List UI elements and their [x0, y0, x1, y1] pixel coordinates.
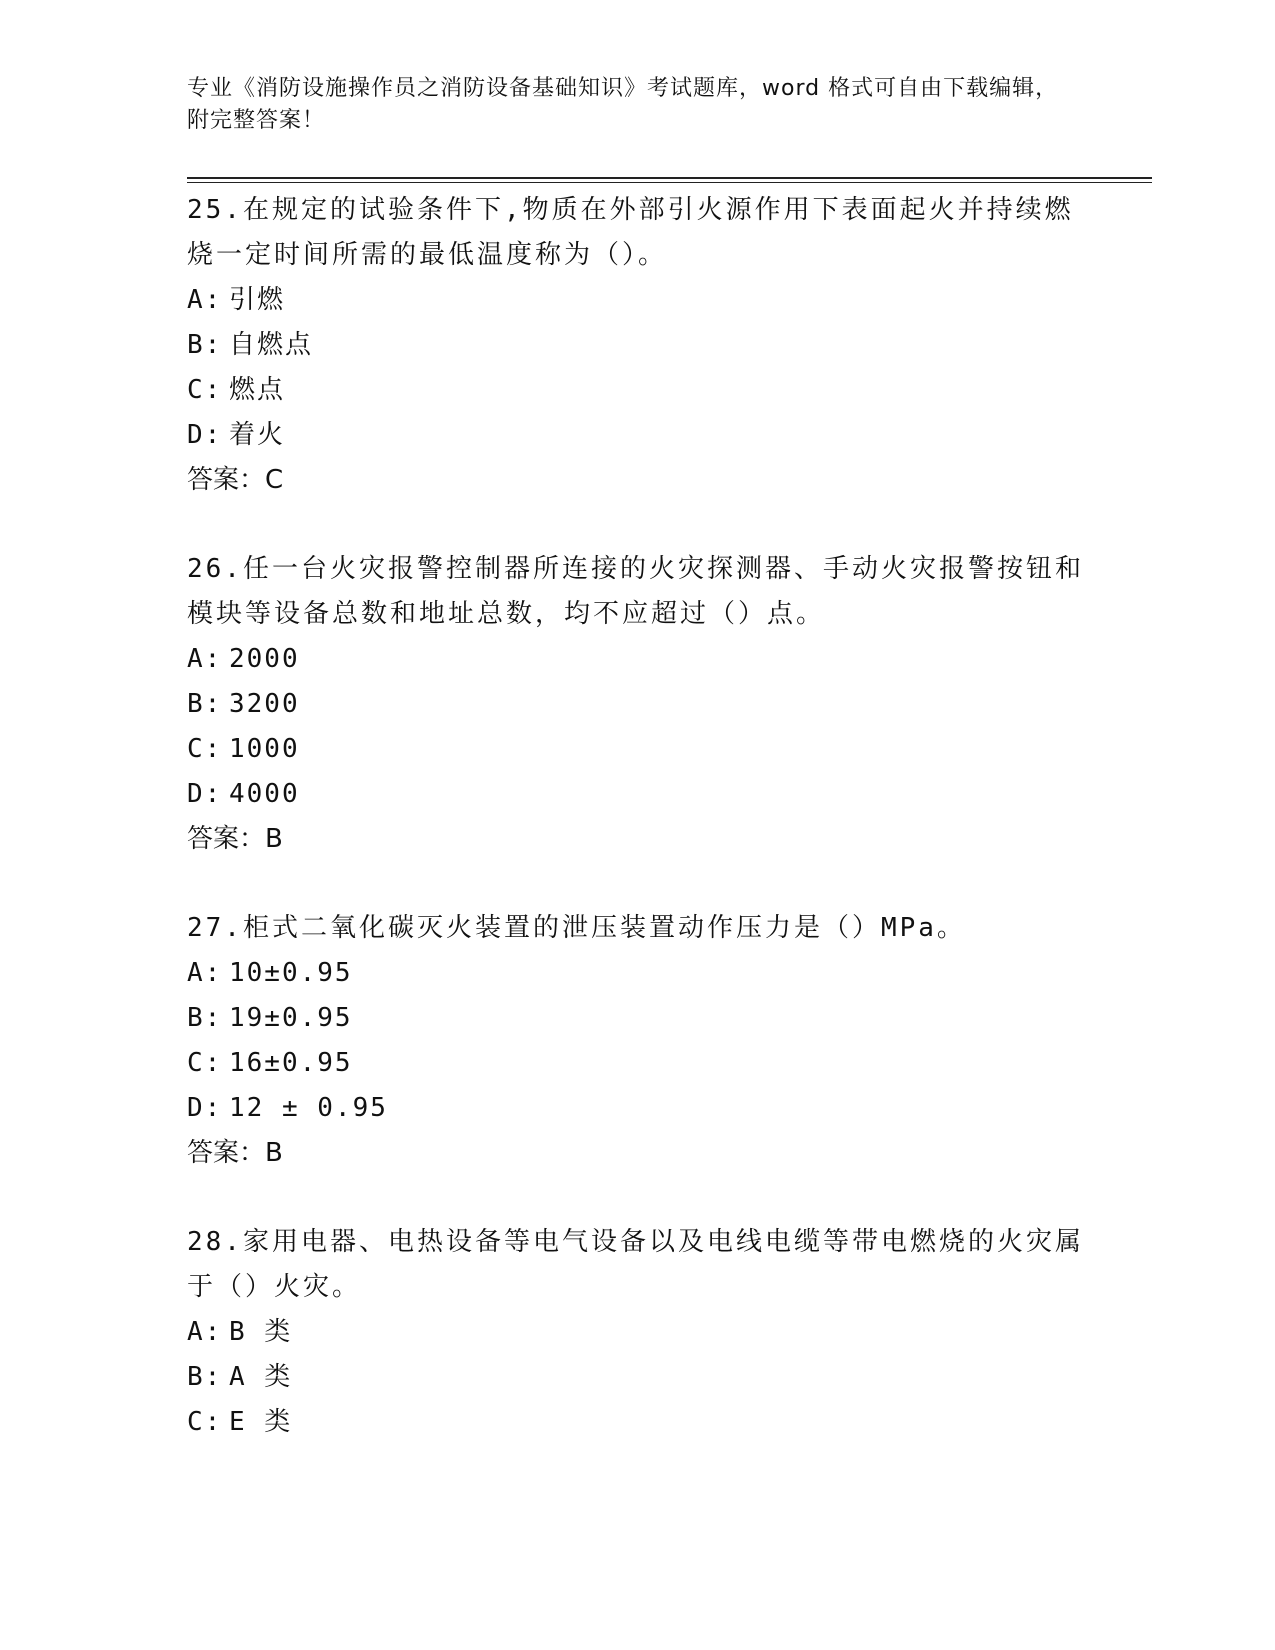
option-text: 12 ± 0.95	[229, 1093, 388, 1123]
option-b	[187, 682, 1087, 727]
option-text: E 类	[229, 1407, 293, 1437]
option-key: A:	[187, 644, 223, 674]
question-stem: 26.任一台火灾报警控制器所连接的火灾探测器、手动火灾报警按钮和模块等设备总数和地址总数，均不应超过（）点。	[187, 554, 1084, 629]
option-text: 4000	[229, 779, 300, 809]
option-text: 2000	[229, 644, 300, 674]
option-c	[187, 727, 1087, 772]
option-key: D:	[187, 1093, 223, 1123]
question-25	[187, 188, 1087, 503]
option-text: 自燃点	[229, 330, 314, 360]
option-b	[187, 996, 1087, 1041]
option-d	[187, 772, 1087, 817]
option-c	[187, 368, 1087, 413]
question-stem: 27.柜式二氧化碳灭火装置的泄压装置动作压力是（）MPa。	[187, 913, 966, 943]
option-key: D:	[187, 779, 223, 809]
question-stem: 25.在规定的试验条件下,物质在外部引火源作用下表面起火并持续燃烧一定时间所需的最低温度称为（）。	[187, 195, 1074, 270]
option-text: A 类	[229, 1362, 293, 1392]
option-key: B:	[187, 689, 223, 719]
option-key: A:	[187, 285, 223, 315]
option-key: B:	[187, 1003, 223, 1033]
option-text: 1000	[229, 734, 300, 764]
option-text: 19±0.95	[229, 1003, 353, 1033]
option-key: C:	[187, 1407, 223, 1437]
question-26	[187, 547, 1087, 862]
option-d	[187, 1086, 1087, 1131]
option-key: A:	[187, 958, 223, 988]
header-divider-thin	[187, 182, 1152, 183]
option-key: D:	[187, 420, 223, 450]
option-text: 16±0.95	[229, 1048, 353, 1078]
option-a	[187, 951, 1087, 996]
option-a	[187, 1310, 1087, 1355]
question-27	[187, 906, 1087, 1176]
option-key: C:	[187, 375, 223, 405]
question-stem: 28.家用电器、电热设备等电气设备以及电线电缆等带电燃烧的火灾属于（）火灾。	[187, 1227, 1084, 1302]
option-b	[187, 1355, 1087, 1400]
option-key: A:	[187, 1317, 223, 1347]
option-text: 10±0.95	[229, 958, 353, 988]
option-b	[187, 323, 1087, 368]
option-text: 燃点	[229, 375, 286, 405]
answer-line: 答案：B	[187, 824, 283, 854]
option-text: 3200	[229, 689, 300, 719]
option-text: 引燃	[229, 285, 286, 315]
option-a	[187, 278, 1087, 323]
option-c	[187, 1400, 1087, 1445]
document-header: 专业《消防设施操作员之消防设备基础知识》考试题库，word 格式可自由下载编辑，附完整答案！	[187, 76, 1059, 133]
option-d	[187, 413, 1087, 458]
option-key: B:	[187, 330, 223, 360]
option-c	[187, 1041, 1087, 1086]
question-28	[187, 1220, 1087, 1445]
option-key: C:	[187, 734, 223, 764]
question-list	[187, 188, 1087, 1489]
option-text: 着火	[229, 420, 286, 450]
option-key: C:	[187, 1048, 223, 1078]
answer-line: 答案：C	[187, 465, 284, 495]
option-key: B:	[187, 1362, 223, 1392]
header-divider-thick	[187, 177, 1152, 179]
answer-line: 答案：B	[187, 1138, 283, 1168]
option-text: B 类	[229, 1317, 293, 1347]
option-a	[187, 637, 1087, 682]
